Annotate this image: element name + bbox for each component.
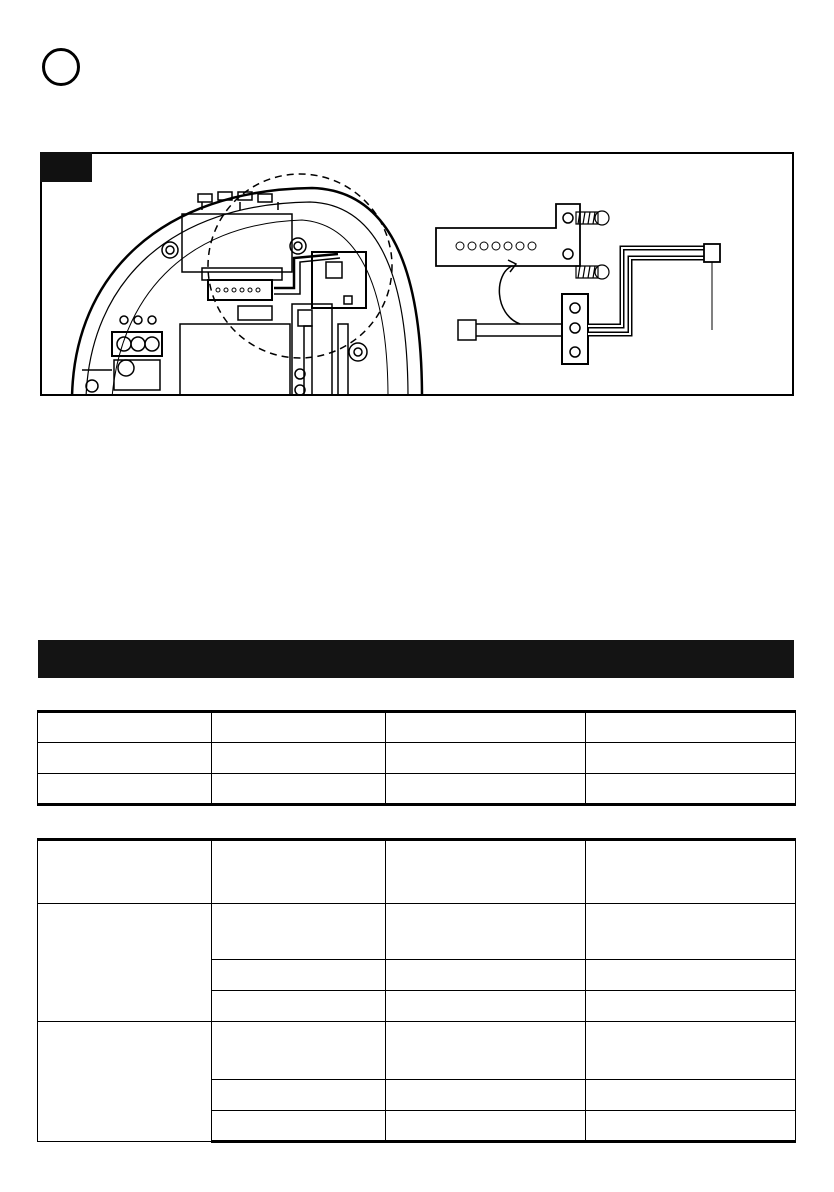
table-cell [212, 712, 386, 743]
table-header-row [38, 840, 796, 904]
table-cell [586, 1111, 796, 1142]
table-cell [386, 774, 586, 805]
specification-table-top [37, 710, 796, 806]
table-header-cell [386, 840, 586, 904]
table-cell [386, 904, 586, 960]
table-row [38, 712, 796, 743]
table-cell [386, 991, 586, 1022]
table-header-cell [38, 840, 212, 904]
table-cell [386, 743, 586, 774]
table-row [38, 774, 796, 805]
group-label-cell [38, 1022, 212, 1142]
table-header-cell [212, 840, 386, 904]
table-cell [212, 991, 386, 1022]
group-label-cell [38, 904, 212, 1022]
table-cell [586, 991, 796, 1022]
table-cell [386, 1022, 586, 1080]
section-header-bar [38, 640, 794, 678]
specification-table-bottom [37, 838, 796, 1143]
table-cell [212, 960, 386, 991]
step-number-circle [42, 48, 80, 86]
table-cell [586, 1022, 796, 1080]
table-row [38, 1022, 796, 1080]
bracket-cable-detail [436, 204, 720, 364]
table-cell [212, 1080, 386, 1111]
table-cell [386, 1111, 586, 1142]
table-header-cell [586, 840, 796, 904]
table-cell [386, 960, 586, 991]
table-cell [38, 743, 212, 774]
table-cell [38, 712, 212, 743]
table-row [38, 904, 796, 960]
table-cell [586, 1080, 796, 1111]
table-cell [586, 904, 796, 960]
table-cell [586, 774, 796, 805]
table-cell [212, 1022, 386, 1080]
table-row [38, 743, 796, 774]
figure-label-tab [40, 152, 92, 182]
table-cell [586, 743, 796, 774]
table-cell [386, 1080, 586, 1111]
table-cell [386, 712, 586, 743]
table-cell [212, 1111, 386, 1142]
housing-interior-drawing [72, 174, 422, 396]
table-cell [212, 743, 386, 774]
table-cell [212, 774, 386, 805]
table-cell [586, 960, 796, 991]
table-cell [586, 712, 796, 743]
installation-diagram [42, 154, 794, 396]
installation-figure [40, 152, 794, 396]
table-cell [212, 904, 386, 960]
table-cell [38, 774, 212, 805]
